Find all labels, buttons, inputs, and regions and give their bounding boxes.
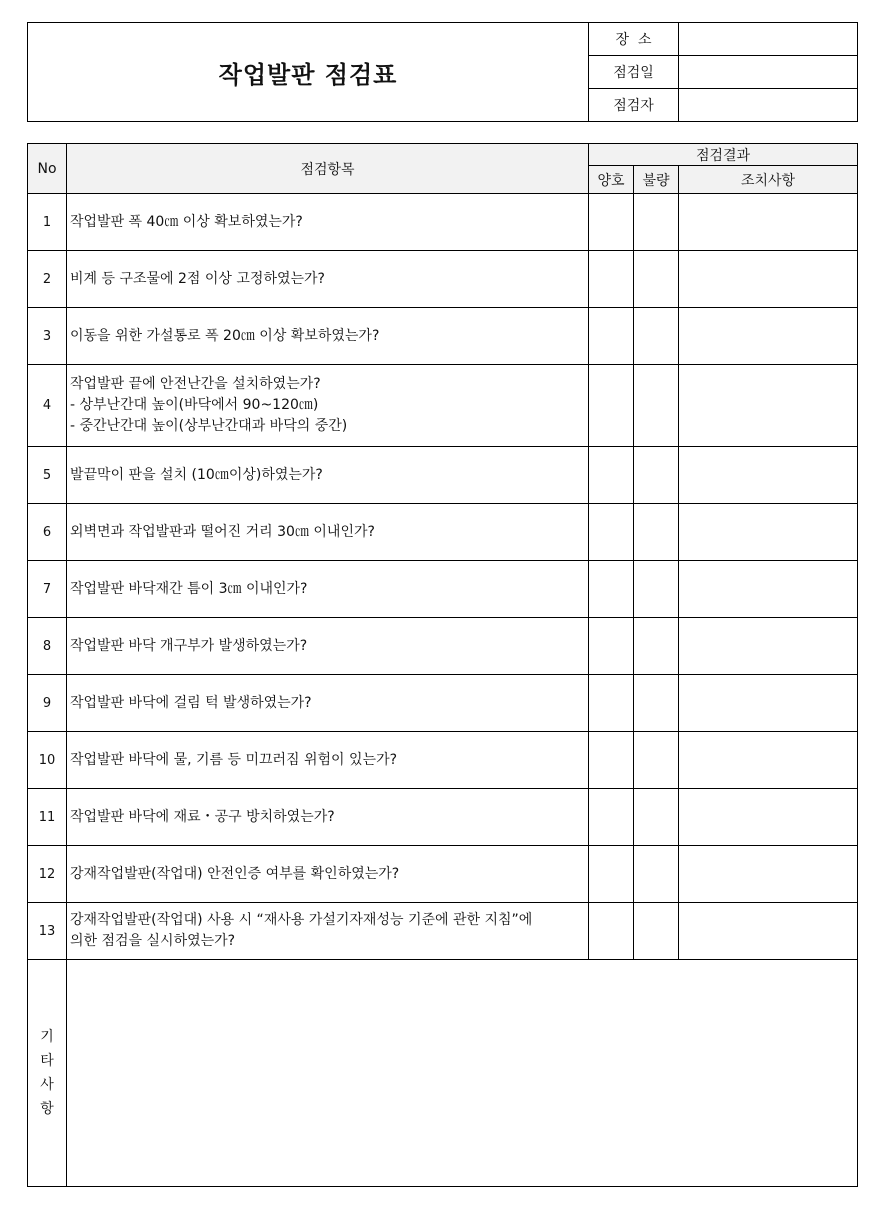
check-item-text: 비계 등 구조물에 2점 이상 고정하였는가? [70,270,325,287]
row-number: 6 [28,504,67,561]
bad-cell[interactable] [634,447,679,504]
check-item-text: 작업발판 끝에 안전난간을 설치하였는가? [70,376,321,392]
check-item-text: 작업발판 바닥 개구부가 발생하였는가? [70,637,308,654]
check-item-text: 발끝막이 판을 설치 (10㎝이상)하였는가? [70,466,323,483]
row-number: 12 [28,846,67,903]
etc-label-char: 기 [40,1029,54,1045]
check-item [67,618,589,675]
check-item-text: 의한 점검을 실시하였는가? [70,933,236,949]
checklist-row [28,504,858,561]
good-cell[interactable] [589,675,634,732]
row-number: 2 [28,251,67,308]
row-number: 5 [28,447,67,504]
good-cell[interactable] [589,251,634,308]
action-cell[interactable] [679,365,858,447]
check-item [67,846,589,903]
check-item [67,732,589,789]
check-item-text: - 상부난간대 높이(바닥에서 90~120㎝) [70,397,319,413]
check-item-text: 강재작업발판(작업대) 안전인증 여부를 확인하였는가? [70,865,400,882]
bad-cell[interactable] [634,504,679,561]
checklist-row [28,903,858,960]
col-header-good: 양호 [589,166,634,194]
row-number: 7 [28,561,67,618]
bad-cell[interactable] [634,732,679,789]
check-item-text: - 중간난간대 높이(상부난간대과 바닥의 중간) [70,418,348,434]
row-number: 8 [28,618,67,675]
check-item-text: 작업발판 바닥재간 틈이 3㎝ 이내인가? [70,580,308,597]
action-cell[interactable] [679,251,858,308]
inspector-field[interactable] [679,89,858,122]
bad-cell[interactable] [634,618,679,675]
check-item [67,903,589,960]
check-item [67,308,589,365]
inspection-date-field[interactable] [679,56,858,89]
good-cell[interactable] [589,846,634,903]
checklist-row [28,732,858,789]
check-item-text: 강재작업발판(작업대) 사용 시 “재사용 가설기자재성능 기준에 관한 지침”에 [70,912,533,928]
checklist-row [28,675,858,732]
location-label: 장 소 [589,23,679,56]
checklist-row [28,447,858,504]
good-cell[interactable] [589,732,634,789]
etc-label-char: 항 [40,1101,54,1117]
check-item [67,251,589,308]
checklist-table [27,143,858,1187]
col-header-action: 조치사항 [679,166,858,194]
good-cell[interactable] [589,789,634,846]
action-cell[interactable] [679,447,858,504]
col-header-result: 점검결과 [589,144,858,166]
col-header-item: 점검항목 [67,144,589,194]
col-header-no: No [28,144,67,194]
checklist-row [28,789,858,846]
check-item [67,504,589,561]
bad-cell[interactable] [634,194,679,251]
etc-label-char: 사 [40,1077,54,1093]
good-cell[interactable] [589,903,634,960]
checklist-row [28,365,858,447]
good-cell[interactable] [589,618,634,675]
col-header-bad: 불량 [634,166,679,194]
checklist-row [28,308,858,365]
checklist-row [28,561,858,618]
bad-cell[interactable] [634,789,679,846]
bad-cell[interactable] [634,561,679,618]
checklist-row [28,618,858,675]
bad-cell[interactable] [634,846,679,903]
check-item-text: 외벽면과 작업발판과 떨어진 거리 30㎝ 이내인가? [70,523,375,540]
etc-notes-field[interactable] [67,960,858,1187]
action-cell[interactable] [679,846,858,903]
action-cell[interactable] [679,675,858,732]
check-item-text: 작업발판 바닥에 재료・공구 방치하였는가? [70,808,335,825]
action-cell[interactable] [679,504,858,561]
row-number: 10 [28,732,67,789]
action-cell[interactable] [679,732,858,789]
action-cell[interactable] [679,561,858,618]
checklist-row [28,846,858,903]
row-number: 11 [28,789,67,846]
row-number: 3 [28,308,67,365]
action-cell[interactable] [679,308,858,365]
bad-cell[interactable] [634,308,679,365]
etc-label [28,960,67,1187]
check-item [67,365,589,447]
check-item [67,194,589,251]
check-item [67,675,589,732]
check-item [67,447,589,504]
good-cell[interactable] [589,365,634,447]
check-item-text: 이동을 위한 가설통로 폭 20㎝ 이상 확보하였는가? [70,327,380,344]
good-cell[interactable] [589,504,634,561]
action-cell[interactable] [679,789,858,846]
good-cell[interactable] [589,308,634,365]
etc-label-char: 타 [40,1053,54,1069]
location-field[interactable] [679,23,858,56]
inspection-date-label: 점검일 [589,56,679,89]
good-cell[interactable] [589,194,634,251]
header-table [27,22,858,122]
bad-cell[interactable] [634,365,679,447]
action-cell[interactable] [679,194,858,251]
page-title: 작업발판 점검표 [28,23,589,122]
bad-cell[interactable] [634,675,679,732]
row-number: 1 [28,194,67,251]
row-number: 13 [28,903,67,960]
action-cell[interactable] [679,618,858,675]
checklist-row [28,251,858,308]
bad-cell[interactable] [634,903,679,960]
check-item-text: 작업발판 바닥에 물, 기름 등 미끄러짐 위험이 있는가? [70,751,398,768]
inspector-label: 점검자 [589,89,679,122]
good-cell[interactable] [589,561,634,618]
checklist-row [28,194,858,251]
row-number: 9 [28,675,67,732]
check-item [67,561,589,618]
check-item-text: 작업발판 폭 40㎝ 이상 확보하였는가? [70,213,303,230]
check-item [67,789,589,846]
check-item-text: 작업발판 바닥에 걸림 턱 발생하였는가? [70,694,312,711]
good-cell[interactable] [589,447,634,504]
row-number: 4 [28,365,67,447]
action-cell[interactable] [679,903,858,960]
bad-cell[interactable] [634,251,679,308]
